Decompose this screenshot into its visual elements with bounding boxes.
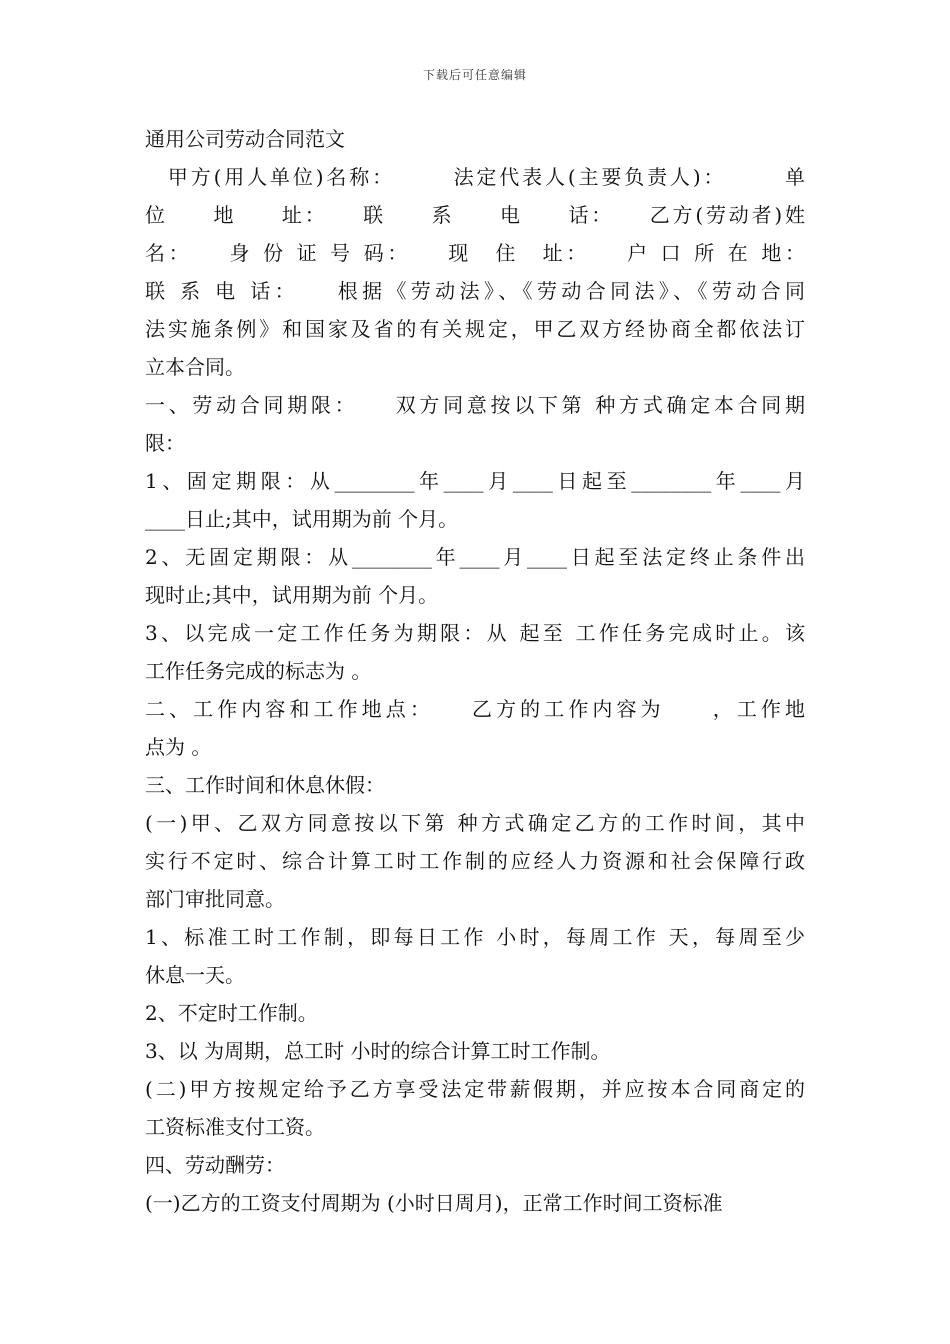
paragraph	[145, 1146, 805, 1184]
text-line: 现时止;其中，试用期为前 个月。	[145, 583, 439, 607]
text-line: 联 系 电 话： 根据《劳动法》、《劳动合同法》、《劳动合同	[145, 279, 805, 303]
text-line: (二)甲方按规定给予乙方享受法定带薪假期，并应按本合同商定的	[145, 1077, 805, 1101]
text-line: 名： 身 份 证 号 码： 现 住 址： 户 口 所 在 地：	[145, 241, 805, 265]
paragraph	[145, 1070, 805, 1146]
text-line: 工作任务完成的标志为 。	[145, 659, 372, 683]
document-body	[145, 120, 805, 1222]
paragraph	[145, 538, 805, 614]
paragraph	[145, 386, 805, 462]
document-title: 通用公司劳动合同范文	[145, 127, 345, 151]
header-note: 下载后可任意编辑	[422, 68, 527, 82]
text-line: 1、固定期限：从________年____月____日起至________年____月	[145, 469, 805, 493]
text-line: 休息一天。	[145, 963, 245, 987]
text-line: 部门审批同意。	[145, 887, 285, 911]
paragraph	[145, 804, 805, 918]
text-line: 点为 。	[145, 735, 212, 759]
paragraph-list	[145, 158, 805, 1222]
text-line: 3、以完成一定工作任务为期限：从 起至 工作任务完成时止。该	[145, 621, 805, 645]
text-line: 一、劳动合同期限： 双方同意按以下第 种方式确定本合同期	[145, 393, 805, 417]
text-line: 2、不定时工作制。	[145, 1001, 318, 1025]
text-line: 2、无固定期限：从________年____月____日起至法定终止条件出	[145, 545, 805, 569]
text-line: 工资标准支付工资。	[145, 1115, 325, 1139]
text-line: (一)甲、乙双方同意按以下第 种方式确定乙方的工作时间，其中	[145, 811, 805, 835]
text-line: 四、劳动酬劳：	[145, 1153, 285, 1177]
paragraph	[145, 994, 805, 1032]
paragraph	[145, 1032, 805, 1070]
paragraph	[145, 462, 805, 538]
text-line: 甲方(用人单位)名称： 法定代表人(主要负责人)： 单	[145, 165, 805, 189]
paragraph	[145, 690, 805, 766]
paragraph	[145, 918, 805, 994]
text-line: 实行不定时、综合计算工时工作制的应经人力资源和社会保障行政	[145, 849, 805, 873]
text-line: 立本合同。	[145, 355, 245, 379]
text-line: 1、标准工时工作制，即每日工作 小时，每周工作 天，每周至少	[145, 925, 805, 949]
text-line: 位 地 址： 联 系 电 话： 乙方(劳动者)姓	[145, 203, 805, 227]
text-line: 限：	[145, 431, 185, 455]
paragraph	[145, 1184, 805, 1222]
paragraph	[145, 766, 805, 804]
paragraph	[145, 614, 805, 690]
text-line: (一)乙方的工资支付周期为 (小时日周月)，正常工作时间工资标准	[145, 1191, 723, 1215]
text-line: 3、以 为周期，总工时 小时的综合计算工时工作制。	[145, 1039, 611, 1063]
text-line: ____日止;其中，试用期为前 个月。	[145, 507, 459, 531]
text-line: 三、工作时间和休息休假：	[145, 773, 385, 797]
text-line: 法实施条例》和国家及省的有关规定，甲乙双方经协商全都依法订	[145, 317, 805, 341]
text-line: 二、工作内容和工作地点： 乙方的工作内容为 ，工作地	[145, 697, 805, 721]
paragraph	[145, 158, 805, 386]
